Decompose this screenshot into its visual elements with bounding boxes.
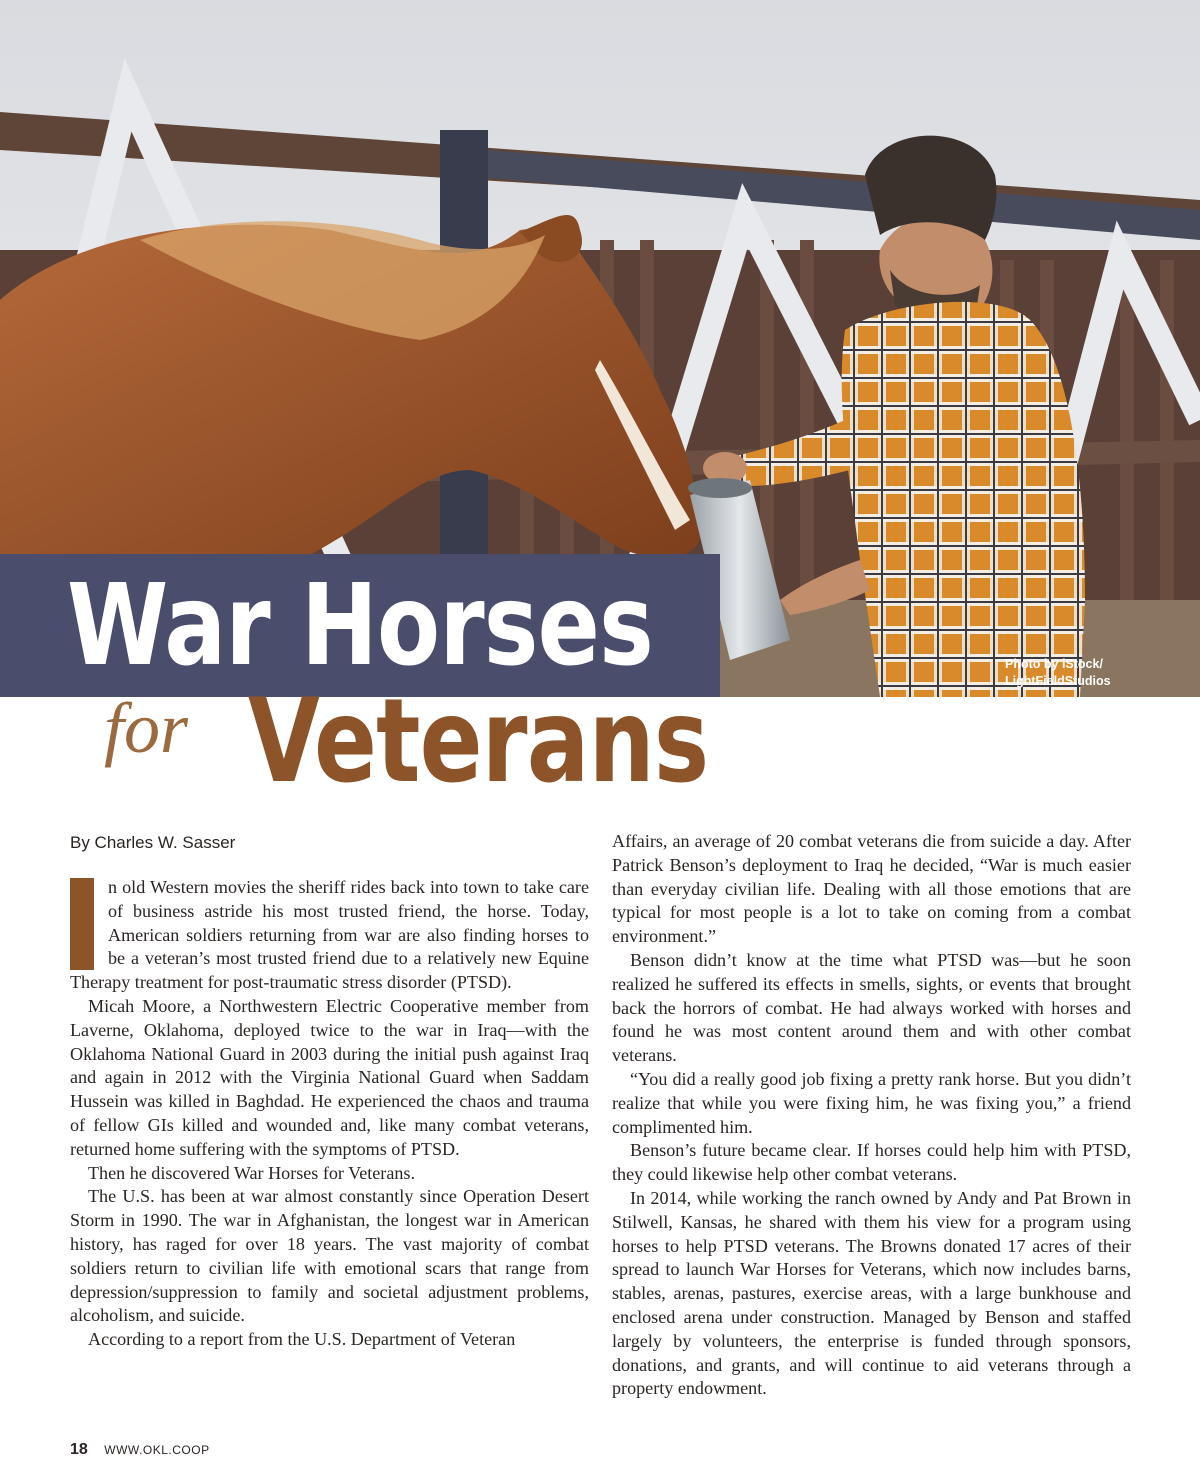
photo-credit-line-2: LightFieldStudios	[1005, 674, 1111, 688]
page-footer	[70, 1441, 210, 1459]
article-paragraph: According to a report from the U.S. Department of Veteran	[88, 1329, 516, 1350]
article-paragraph: Benson didn’t know at the time what PTSD was—but he soon realized he suffered its effects in smells, sights, or events that brought back the horrors of combat. He had always worked with horses and found he was most content around them and with other combat veterans.	[612, 949, 1131, 1066]
byline: By Charles W. Sasser	[70, 833, 236, 852]
article-paragraph: Then he discovered War Horses for Veterans.	[88, 1162, 415, 1183]
article-column-left	[70, 876, 589, 1352]
article-paragraph: Micah Moore, a Northwestern Electric Cooperative member from Laverne, Oklahoma, deployed twice to the war in Iraq—with the Oklahoma National Guard in 2003 during the initial push against Iraq and again in 2012 with the Virginia National Guard when Saddam Hussein was killed in Baghdad. He experienced the chaos and trauma of fellow GIs killed and wounded and, like many combat veterans, returned home suffering with the symptoms of PTSD.	[70, 995, 589, 1159]
photo-credit-line-1: Photo by iStock/	[1005, 657, 1103, 671]
article-paragraph: Benson’s future became clear. If horses could help him with PTSD, they could likewise help other combat veterans.	[612, 1140, 1131, 1185]
photo-credit	[1005, 656, 1145, 690]
page-number: 18	[70, 1441, 88, 1458]
article-paragraph: Affairs, an average of 20 combat veterans die from suicide a day. After Patrick Benson’s deployment to Iraq he decided, “War is much easier than everyday civilian life. Dealing with all those emotions that are typical for most people is a lot to take on coming from a combat environment.”	[612, 831, 1131, 947]
article-paragraph: n old Western movies the sheriff rides back into town to take care of business astride his most trusted friend, the horse. Today, American soldiers returning from war are also finding horses to be a veteran’s most trusted friend due to a relatively new Equine Therapy treatment for post-traumatic stress disorder (PTSD).	[70, 877, 589, 993]
website-link[interactable]: WWW.OKL.COOP	[104, 1443, 210, 1457]
article-paragraph: “You did a really good job fixing a pretty rank horse. But you didn’t realize that while you were fixing him, he was fixing you,” a friend complimented him.	[612, 1068, 1131, 1137]
article-paragraph: In 2014, while working the ranch owned by Andy and Pat Brown in Stilwell, Kansas, he shared with them his view for a program using horses to help PTSD veterans. The Browns donated 17 acres of their spread to launch War Horses for Veterans, which now includes barns, stables, arenas, pastures, exercise areas, with a large bunkhouse and enclosed arena under construction. Managed by Benson and staffed largely by volunteers, the enterprise is funded through sponsors, donations, and grants, and will continue to aid veterans through a property endowment.	[612, 1187, 1131, 1399]
article-column-right	[612, 830, 1131, 1401]
drop-cap	[70, 878, 94, 970]
article-paragraph: The U.S. has been at war almost constantly since Operation Desert Storm in 1990. The war in Afghanistan, the longest war in American history, has raged for over 18 years. The vast majority of combat soldiers return to civilian life with emotional scars that range from depression/suppression to family and societal adjustment problems, alcoholism, and suicide.	[70, 1186, 589, 1326]
headline-main: War Horses	[67, 560, 653, 691]
headline-second: Veterans	[248, 674, 709, 809]
headline-connector: for	[104, 688, 189, 768]
